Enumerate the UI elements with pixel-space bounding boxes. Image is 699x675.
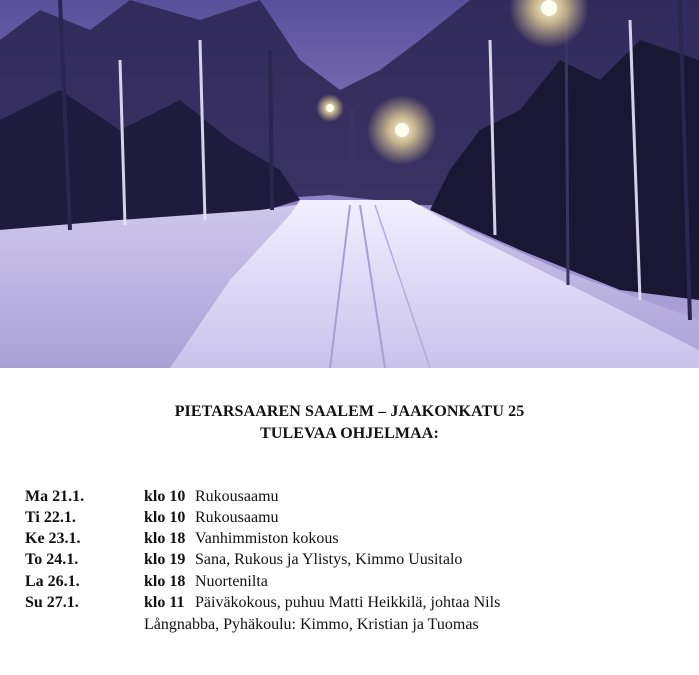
- schedule-description: Vanhimmiston kokous: [195, 530, 339, 547]
- schedule-day: Ke 23.1.: [25, 530, 81, 547]
- schedule-description: Rukousaamu: [195, 488, 279, 505]
- schedule-description: Nuortenilta: [195, 573, 268, 590]
- page-title: PIETARSAAREN SAALEM – JAAKONKATU 25: [174, 403, 525, 420]
- schedule-description: Päiväkokous, puhuu Matti Heikkilä, johtaa Nils: [195, 594, 501, 611]
- schedule-day: Ti 22.1.: [25, 509, 76, 526]
- schedule-description-continued: Långnabba, Pyhäkoulu: Kimmo, Kristian ja Tuomas: [144, 616, 479, 633]
- schedule-day: To 24.1.: [25, 551, 79, 568]
- schedule-time: klo 11: [144, 594, 185, 611]
- schedule-time: klo 19: [144, 551, 186, 568]
- schedule-day: Su 27.1.: [25, 594, 79, 611]
- schedule-time: klo 10: [144, 488, 186, 505]
- schedule-description: Sana, Rukous ja Ylistys, Kimmo Uusitalo: [195, 551, 463, 568]
- schedule-time: klo 10: [144, 509, 186, 526]
- schedule-time: klo 18: [144, 530, 186, 547]
- schedule-day: La 26.1.: [25, 573, 80, 590]
- schedule-time: klo 18: [144, 573, 186, 590]
- schedule-day: Ma 21.1.: [25, 488, 85, 505]
- schedule-description: Rukousaamu: [195, 509, 279, 526]
- page-subtitle: TULEVAA OHJELMAA:: [260, 425, 439, 442]
